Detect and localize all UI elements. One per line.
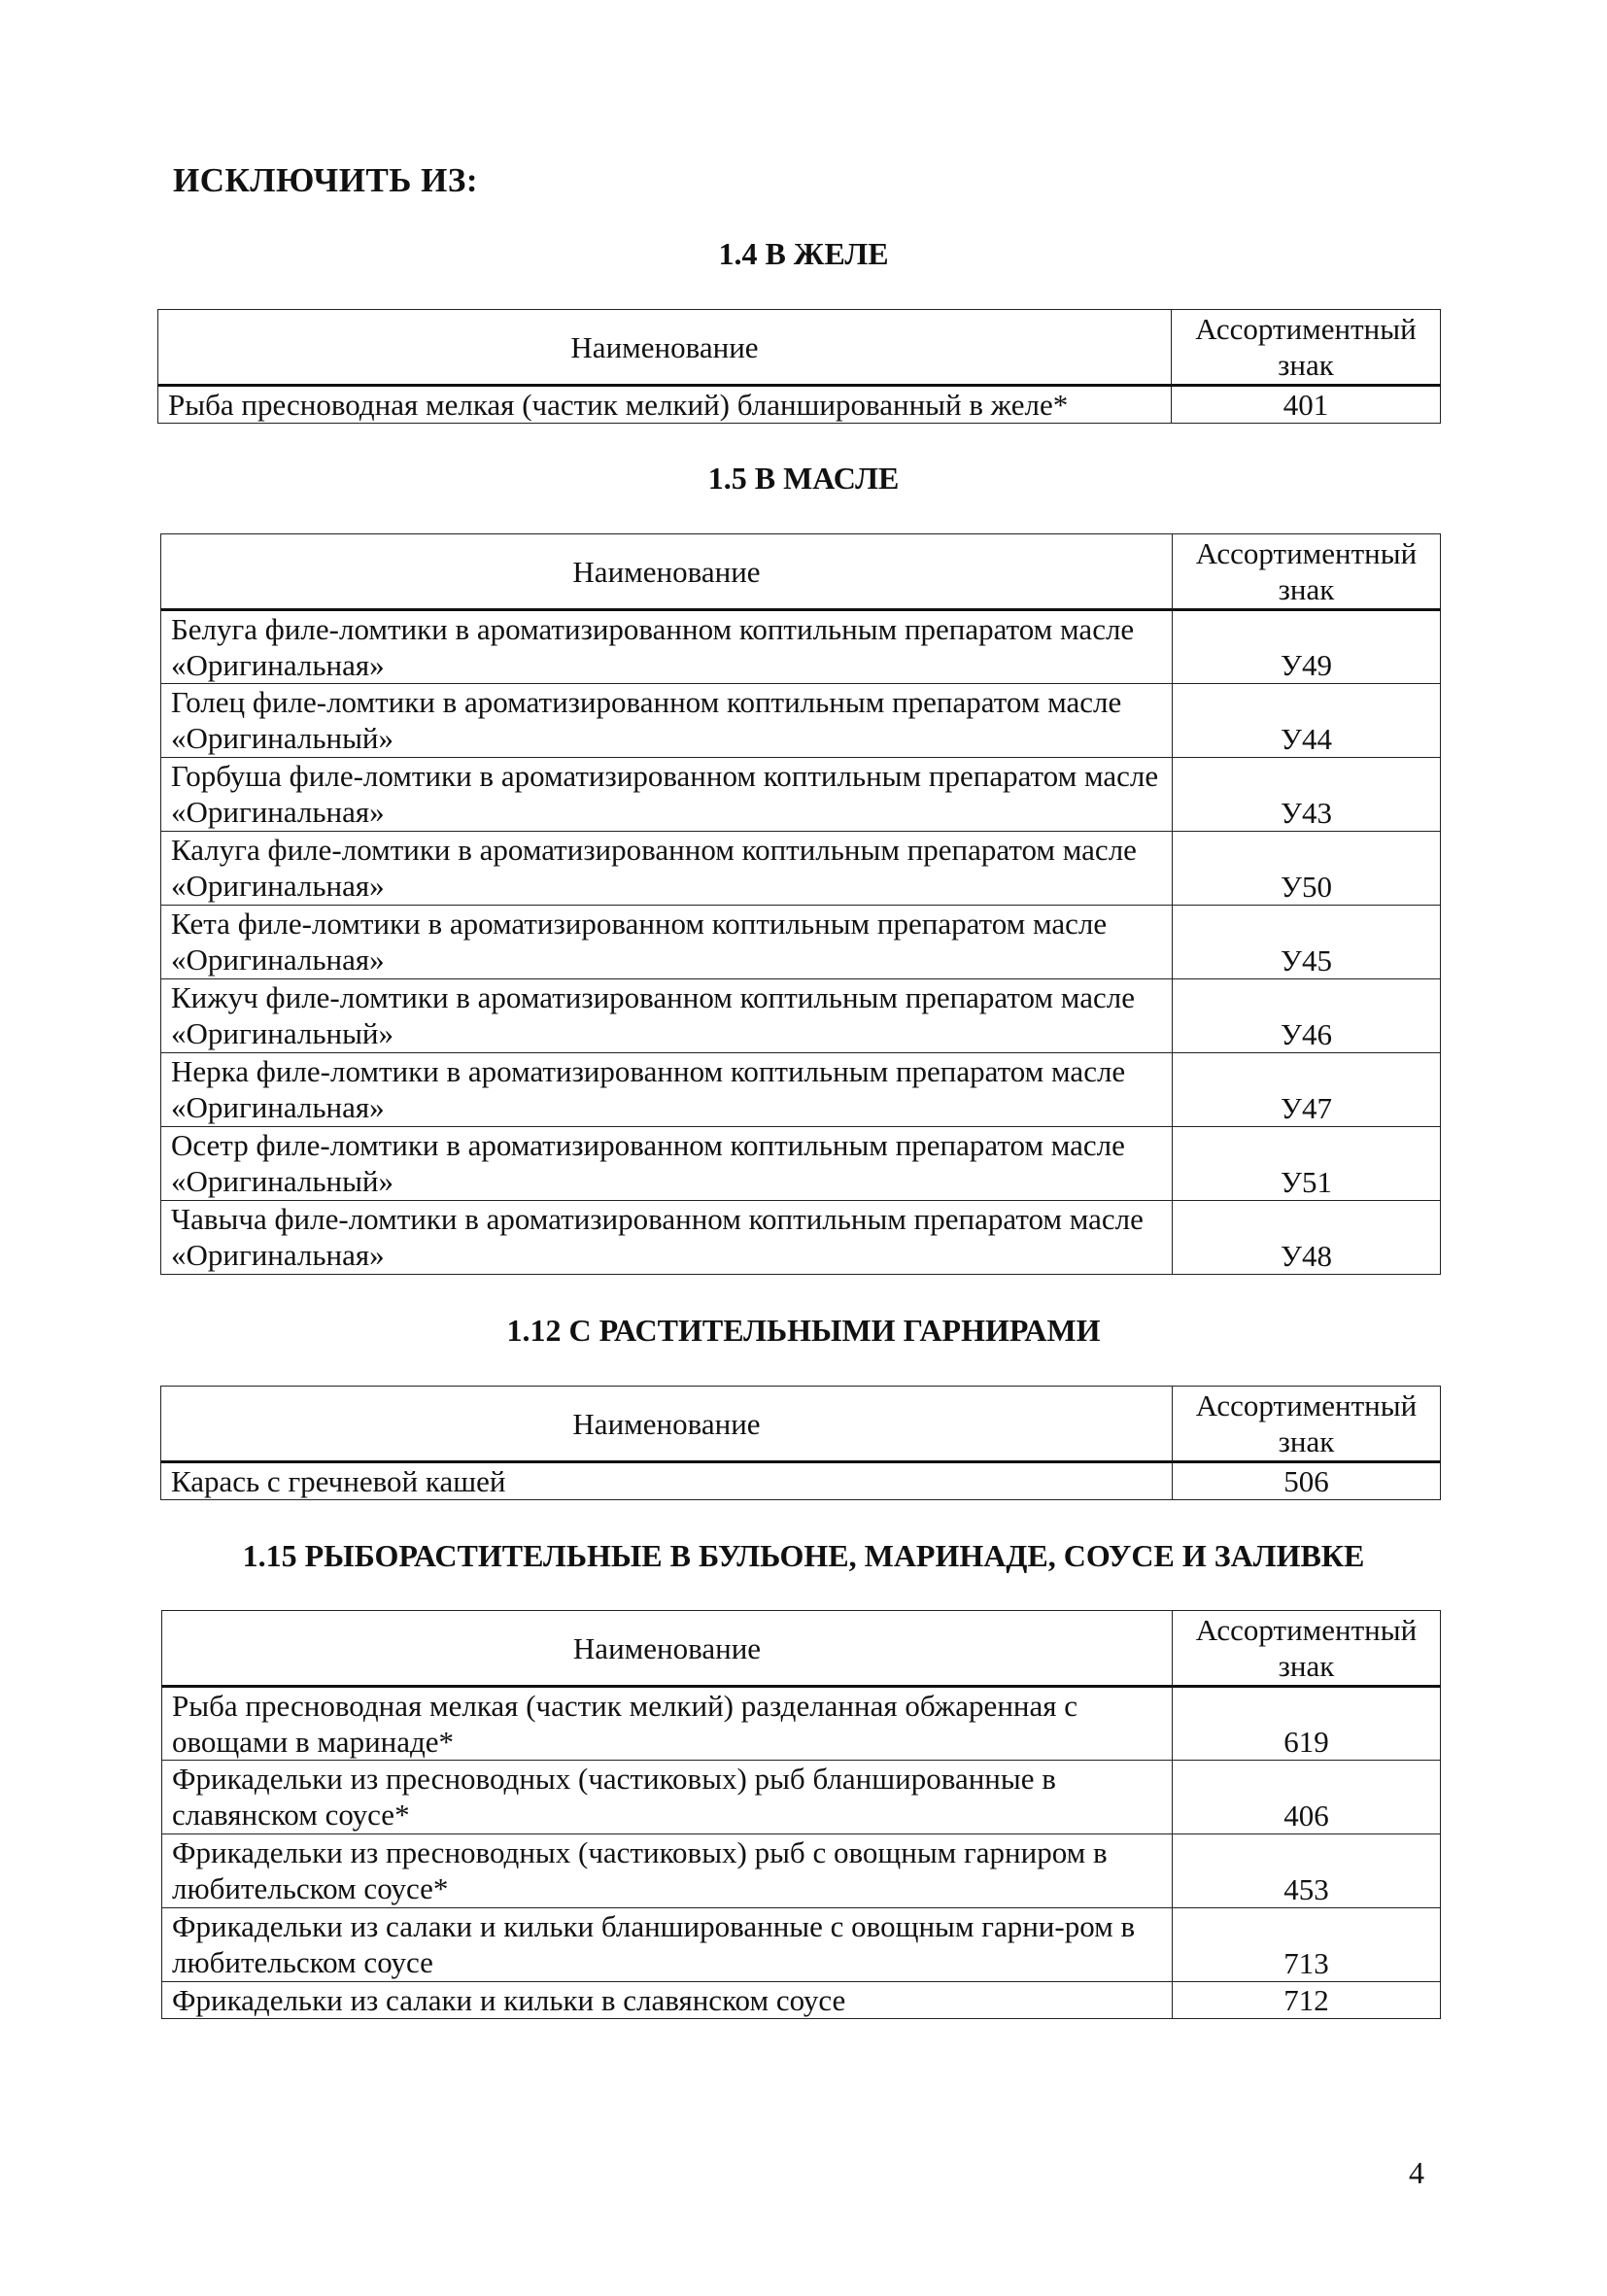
- row-name: Кета филе-ломтики в ароматизированном коптильным препаратом масле «Оригинальная»: [161, 906, 1173, 979]
- table-row: [162, 1761, 1441, 1834]
- column-header-name: Наименование: [161, 1387, 1173, 1462]
- row-name: Фрикадельки из пресноводных (частиковых) рыб бланшированные в славянском соусе*: [162, 1761, 1173, 1834]
- table-1-4: [157, 309, 1441, 424]
- row-name: Осетр филе-ломтики в ароматизированном коптильным препаратом масле «Оригинальный»: [161, 1127, 1173, 1201]
- row-code: У50: [1173, 832, 1441, 906]
- table-1-5: [160, 533, 1441, 1275]
- row-code: У51: [1173, 1127, 1441, 1201]
- row-name: Горбуша филе-ломтики в ароматизированном коптильным препаратом масле «Оригинальная»: [161, 758, 1173, 832]
- column-header-name: Наименование: [158, 310, 1172, 386]
- row-name: Фрикадельки из салаки и кильки в славянском соусе: [162, 1982, 1173, 2019]
- row-name: Фрикадельки из пресноводных (частиковых) рыб с овощным гарниром в любительском соусе*: [162, 1834, 1173, 1908]
- table-row: [158, 386, 1441, 424]
- row-name: Карась с гречневой кашей: [161, 1462, 1173, 1500]
- table-row: [161, 758, 1441, 832]
- column-header-code: Ассортиментный знак: [1173, 1611, 1441, 1687]
- table-row: [162, 1687, 1441, 1761]
- row-code: У49: [1173, 610, 1441, 684]
- column-header-name: Наименование: [162, 1611, 1173, 1687]
- table-row: [161, 684, 1441, 758]
- page-heading: ИСКЛЮЧИТЬ ИЗ:: [173, 161, 479, 199]
- table-row: [162, 1834, 1441, 1908]
- row-code: 453: [1173, 1834, 1441, 1908]
- row-code: 619: [1173, 1687, 1441, 1761]
- row-code: 712: [1173, 1982, 1441, 2019]
- row-code: 401: [1172, 386, 1441, 424]
- row-name: Голец филе-ломтики в ароматизированном коптильным препаратом масле «Оригинальный»: [161, 684, 1173, 758]
- table-row: [161, 1201, 1441, 1275]
- row-code: 713: [1173, 1908, 1441, 1982]
- row-name: Чавыча филе-ломтики в ароматизированном коптильным препаратом масле «Оригинальная»: [161, 1201, 1173, 1275]
- column-header-code: Ассортиментный знак: [1173, 534, 1441, 610]
- section-title-1-4: 1.4 В ЖЕЛЕ: [718, 236, 889, 271]
- row-name: Калуга филе-ломтики в ароматизированном коптильным препаратом масле «Оригинальная»: [161, 832, 1173, 906]
- row-code: 406: [1173, 1761, 1441, 1834]
- section-title-1-5: 1.5 В МАСЛЕ: [707, 461, 900, 496]
- column-header-code: Ассортиментный знак: [1172, 310, 1441, 386]
- table-row: [161, 1462, 1441, 1500]
- table-row: [161, 1127, 1441, 1201]
- row-name: Белуга филе-ломтики в ароматизированном коптильным препаратом масле «Оригинальная»: [161, 610, 1173, 684]
- table-row: [161, 979, 1441, 1053]
- table-row: [162, 1908, 1441, 1982]
- row-code: У43: [1173, 758, 1441, 832]
- table-row: [162, 1982, 1441, 2019]
- table-1-15: [161, 1610, 1441, 2019]
- table-row: [161, 610, 1441, 684]
- row-code: У44: [1173, 684, 1441, 758]
- row-name: Фрикадельки из салаки и кильки бланшированные с овощным гарни-ром в любительском соусе: [162, 1908, 1173, 1982]
- row-name: Рыба пресноводная мелкая (частик мелкий) разделанная обжаренная с овощами в маринаде*: [162, 1687, 1173, 1761]
- table-row: [161, 906, 1441, 979]
- table-1-12: [160, 1386, 1441, 1500]
- page-number: 4: [1409, 2155, 1424, 2190]
- row-code: 506: [1173, 1462, 1441, 1500]
- column-header-code: Ассортиментный знак: [1173, 1387, 1441, 1462]
- row-name: Нерка филе-ломтики в ароматизированном коптильным препаратом масле «Оригинальная»: [161, 1053, 1173, 1127]
- row-code: У45: [1173, 906, 1441, 979]
- row-code: У47: [1173, 1053, 1441, 1127]
- row-name: Рыба пресноводная мелкая (частик мелкий) бланшированный в желе*: [158, 386, 1172, 424]
- table-row: [161, 832, 1441, 906]
- section-title-1-15: 1.15 РЫБОРАСТИТЕЛЬНЫЕ В БУЛЬОНЕ, МАРИНАДЕ, СОУСЕ И ЗАЛИВКЕ: [242, 1538, 1365, 1573]
- column-header-name: Наименование: [161, 534, 1173, 610]
- row-code: У46: [1173, 979, 1441, 1053]
- row-name: Кижуч филе-ломтики в ароматизированном коптильным препаратом масле «Оригинальный»: [161, 979, 1173, 1053]
- row-code: У48: [1173, 1201, 1441, 1275]
- section-title-1-12: 1.12 С РАСТИТЕЛЬНЫМИ ГАРНИРАМИ: [506, 1313, 1101, 1348]
- table-row: [161, 1053, 1441, 1127]
